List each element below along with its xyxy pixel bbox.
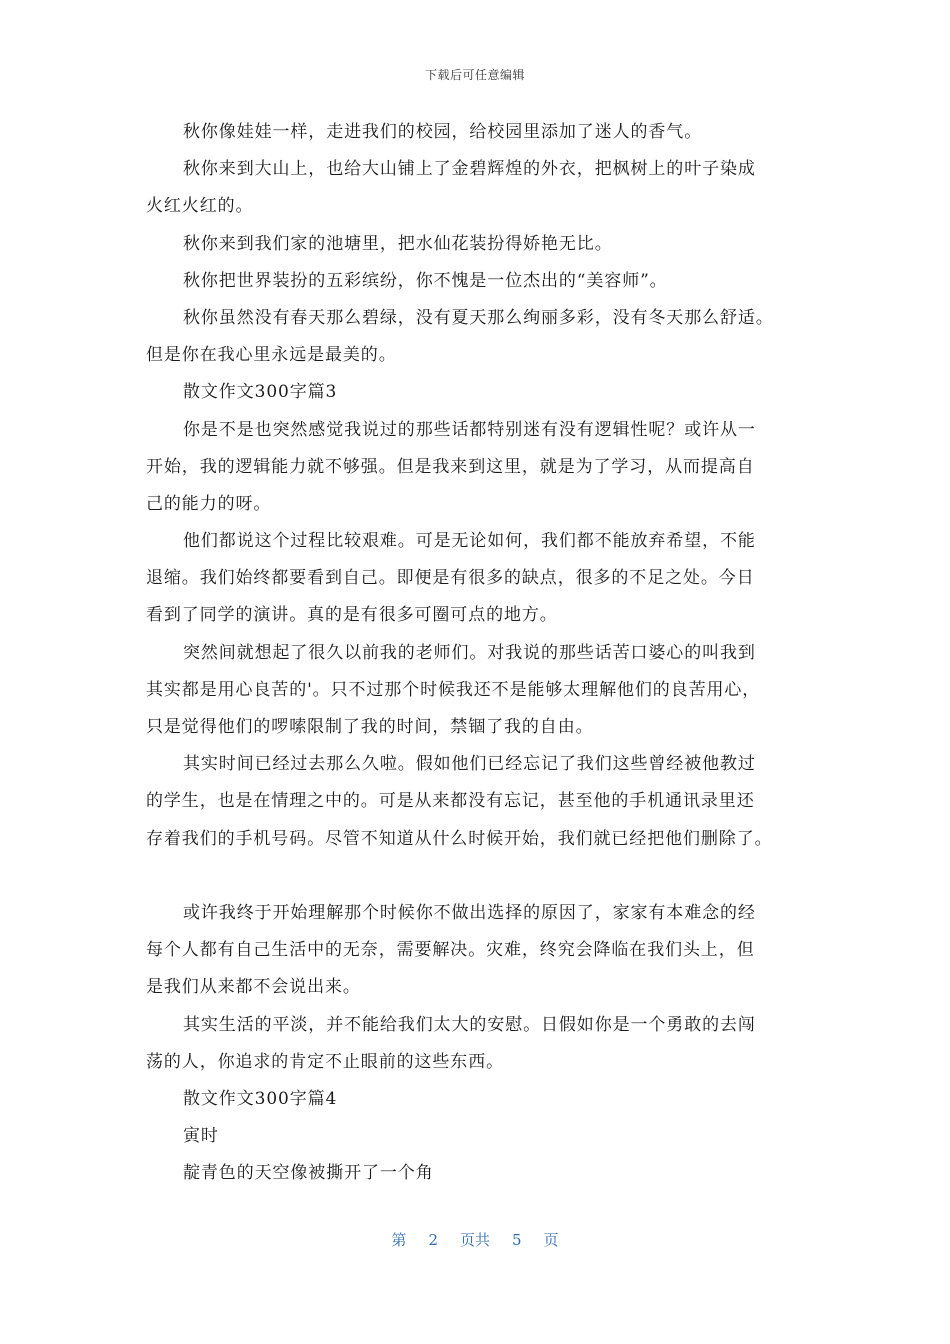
paragraph-line: 己的能力的呀。 bbox=[146, 493, 272, 514]
paragraph-line: 存着我们的手机号码。尽管不知道从什么时候开始，我们就已经把他们删除了。 bbox=[146, 828, 773, 849]
paragraph-line: 开始，我的逻辑能力就不够强。但是我来到这里，就是为了学习，从而提高自 bbox=[146, 456, 755, 477]
paragraph-line: 秋你来到大山上，也给大山铺上了金碧辉煌的外衣，把枫树上的叶子染成 bbox=[183, 159, 756, 180]
footer-page-number: 2 bbox=[428, 1231, 438, 1249]
paragraph-line: 秋你虽然没有春天那么碧绿，没有夏天那么绚丽多彩，没有冬天那么舒适。 bbox=[183, 307, 774, 328]
paragraph-line: 秋你来到我们家的池塘里，把水仙花装扮得娇艳无比。 bbox=[183, 233, 613, 254]
paragraph-line: 只是觉得他们的啰嗦限制了我的时间，禁锢了我的自由。 bbox=[146, 717, 594, 737]
paragraph-line: 靛青色的天空像被撕开了一个角 bbox=[183, 1163, 434, 1184]
paragraph-line: 其实生活的平淡，并不能给我们太大的安慰。日假如你是一个勇敢的去闯 bbox=[183, 1014, 756, 1035]
paragraph-line: 或许我终于开始理解那个时候你不做出选择的原因了，家家有本难念的经 bbox=[183, 902, 756, 923]
paragraph-line: 寅时 bbox=[183, 1126, 219, 1147]
paragraph-line: 看到了同学的演讲。真的是有很多可圈可点的地方。 bbox=[146, 605, 558, 626]
paragraph-line: 突然间就想起了很久以前我的老师们。对我说的那些话苦口婆心的叫我到 bbox=[183, 642, 756, 663]
footer-suffix: 页 bbox=[543, 1231, 559, 1249]
paragraph-line: 的学生，也是在情理之中的。可是从来都没有忘记，甚至他的手机通讯录里还 bbox=[146, 791, 755, 812]
paragraph-line: 火红火红的。 bbox=[146, 196, 254, 217]
paragraph-line: 荡的人，你追求的肯定不止眼前的这些东西。 bbox=[146, 1051, 504, 1072]
paragraph-line: 退缩。我们始终都要看到自己。即便是有很多的缺点，很多的不足之处。今日 bbox=[146, 568, 755, 589]
section-heading: 散文作文300字篇4 bbox=[183, 1088, 338, 1109]
footer-total-pages: 5 bbox=[512, 1231, 522, 1249]
page-footer bbox=[0, 1229, 950, 1250]
paragraph-line: 其实时间已经过去那么久啦。假如他们已经忘记了我们这些曾经被他教过 bbox=[183, 754, 756, 775]
paragraph-line: 他们都说这个过程比较艰难。可是无论如何，我们都不能放弃希望，不能 bbox=[183, 531, 756, 552]
section-heading: 散文作文300字篇3 bbox=[183, 382, 338, 403]
document-body bbox=[146, 114, 808, 1192]
footer-middle: 页共 bbox=[459, 1231, 490, 1249]
paragraph-line: 秋你像娃娃一样，走进我们的校园，给校园里添加了迷人的香气。 bbox=[183, 122, 703, 142]
paragraph-line: 但是你在我心里永远是最美的。 bbox=[146, 345, 397, 366]
page-header: 下载后可任意编辑 bbox=[424, 68, 525, 82]
paragraph-line: 是我们从来都不会说出来。 bbox=[146, 977, 361, 998]
paragraph-line: 秋你把世界装扮的五彩缤纷，你不愧是一位杰出的“美容师”。 bbox=[183, 270, 668, 291]
paragraph-line: 每个人都有自己生活中的无奈，需要解决。灾难，终究会降临在我们头上，但 bbox=[146, 940, 755, 961]
footer-prefix: 第 bbox=[391, 1231, 407, 1249]
blank-line bbox=[146, 858, 808, 895]
paragraph-line: 你是不是也突然感觉我说过的那些话都特别迷有没有逻辑性呢？或许从一 bbox=[183, 419, 756, 440]
paragraph-line: 其实都是用心良苦的'。只不过那个时候我还不是能够太理解他们的良苦用心， bbox=[146, 679, 761, 700]
